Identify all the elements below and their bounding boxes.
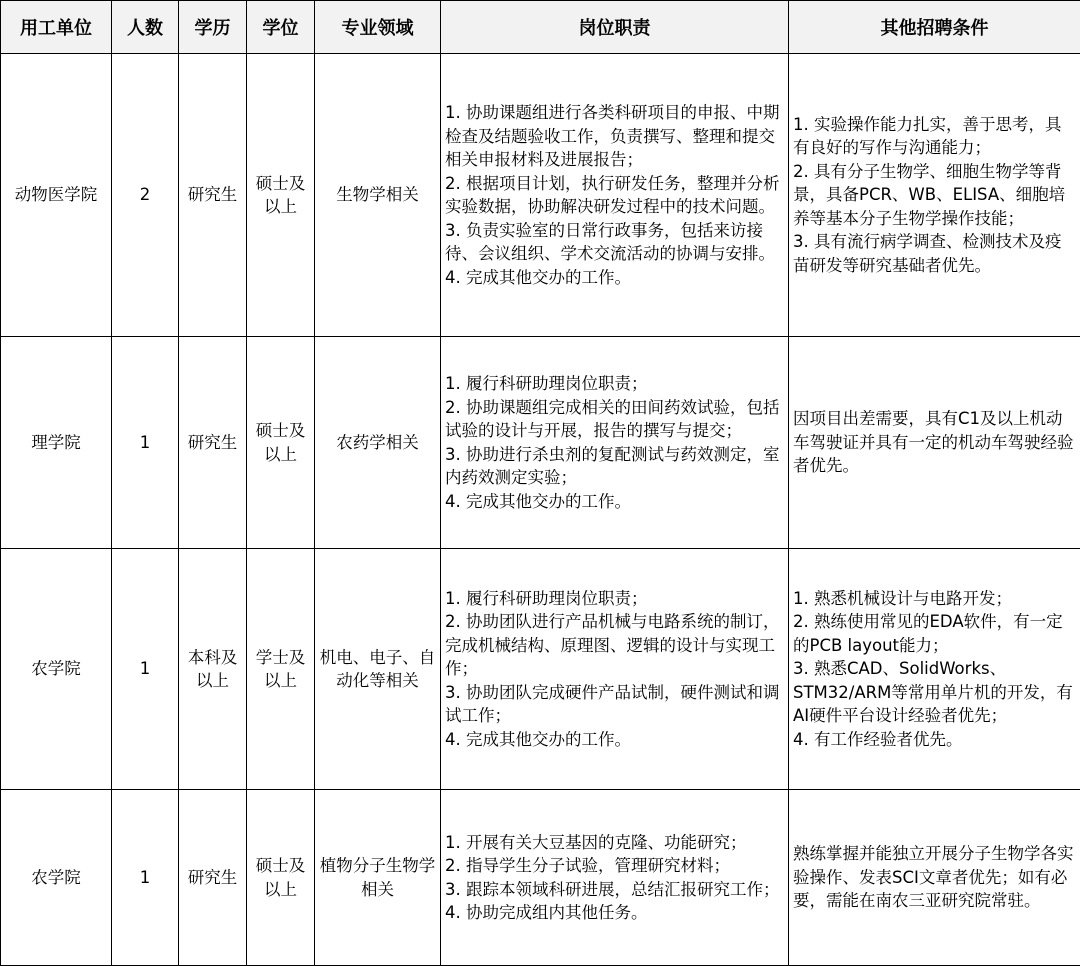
duties-cell (441, 790, 789, 966)
count-cell: 1 (112, 337, 179, 549)
field-cell: 机电、电子、自动化等相关 (315, 549, 441, 790)
header-field: 专业领域 (315, 1, 441, 54)
table-row (1, 549, 1080, 790)
duties-cell (441, 54, 789, 337)
table-row (1, 54, 1080, 337)
conditions-cell (789, 54, 1080, 337)
duty-item: 1. 履行科研助理岗位职责； (445, 588, 648, 608)
education-cell: 研究生 (179, 54, 247, 337)
duty-item: 4. 完成其他交办的工作。 (445, 491, 631, 511)
education-cell: 研究生 (179, 790, 247, 966)
duties-cell (441, 549, 789, 790)
field-cell: 生物学相关 (315, 54, 441, 337)
condition-item: 3. 具有流行病学调查、检测技术及疫苗研发等研究基础者优先。 (793, 232, 1062, 275)
duty-item: 4. 完成其他交办的工作。 (445, 267, 631, 287)
count-cell: 2 (112, 54, 179, 337)
unit-cell: 理学院 (1, 337, 112, 549)
condition-item: 3. 熟悉CAD、SolidWorks、STM32/ARM等常用单片机的开发，有AI硬件平台设计经验者优先； (793, 659, 1073, 726)
table-row (1, 337, 1080, 549)
header-count: 人数 (112, 1, 179, 54)
header-education: 学历 (179, 1, 247, 54)
unit-cell: 农学院 (1, 549, 112, 790)
conditions-cell (789, 549, 1080, 790)
duty-item: 1. 开展有关大豆基因的克隆、功能研究； (445, 832, 747, 852)
duty-item: 4. 协助完成组内其他任务。 (445, 903, 648, 922)
field-cell: 植物分子生物学相关 (315, 790, 441, 966)
conditions-cell (789, 790, 1080, 966)
field-cell: 农药学相关 (315, 337, 441, 549)
duty-item: 3. 负责实验室的日常行政事务，包括来访接待、会议组织、学术交流活动的协调与安排。 (445, 220, 775, 263)
duty-item: 2. 指导学生分子试验，管理研究材料； (445, 856, 730, 875)
condition-item: 因项目出差需要，具有C1及以上机动车驾驶证并具有一定的机动车驾驶经验者优先。 (793, 409, 1074, 476)
condition-item: 4. 有工作经验者优先。 (793, 729, 963, 749)
duty-item: 2. 协助课题组完成相关的田间药效试验，包括试验的设计与开展，报告的撰写与提交； (445, 397, 780, 440)
duty-item: 2. 根据项目计划，执行研发任务，整理并分析实验数据，协助解决研发过程中的技术问题。 (445, 173, 780, 216)
degree-cell: 硕士及以上 (247, 790, 315, 966)
conditions-cell (789, 337, 1080, 549)
count-cell: 1 (112, 549, 179, 790)
duty-item: 3. 协助进行杀虫剂的复配测试与药效测定，室内药效测定实验； (445, 444, 780, 487)
duty-item: 1. 协助课题组进行各类科研项目的申报、中期检查及结题验收工作，负责撰写、整理和提交相关申报材料及进展报告； (445, 103, 780, 169)
condition-item: 2. 具有分子生物学、细胞生物学等背景，具备PCR、WB、ELISA、细胞培养等基本分子生物学操作技能； (793, 161, 1066, 228)
header-degree: 学位 (247, 1, 315, 54)
condition-item: 2. 熟练使用常见的EDA软件，有一定的PCB layout能力； (793, 612, 1063, 655)
header-duties: 岗位职责 (441, 1, 789, 54)
duty-item: 3. 协助团队完成硬件产品试制，硬件测试和调试工作； (445, 682, 780, 726)
degree-cell: 硕士及以上 (247, 337, 315, 549)
duties-cell (441, 337, 789, 549)
unit-cell: 农学院 (1, 790, 112, 966)
condition-item: 1. 熟悉机械设计与电路开发； (793, 588, 1012, 608)
education-cell: 本科及以上 (179, 549, 247, 790)
duty-item: 3. 跟踪本领域科研进展，总结汇报研究工作； (445, 879, 780, 899)
header-row (1, 1, 1080, 54)
count-cell: 1 (112, 790, 179, 966)
duty-item: 4. 完成其他交办的工作。 (445, 729, 631, 749)
condition-item: 1. 实验操作能力扎实，善于思考，具有良好的写作与沟通能力； (793, 114, 1062, 158)
header-conditions: 其他招聘条件 (789, 1, 1080, 54)
degree-cell: 学士及以上 (247, 549, 315, 790)
unit-cell: 动物医学院 (1, 54, 112, 337)
header-unit: 用工单位 (1, 1, 112, 54)
condition-item: 熟练掌握并能独立开展分子生物学各实验操作、发表SCI文章者优先；如有必要，需能在南农三亚研究院常驻。 (793, 844, 1074, 911)
duty-item: 2. 协助团队进行产品机械与电路系统的制订，完成机械结构、原理图、逻辑的设计与实现工作； (445, 612, 780, 679)
degree-cell: 硕士及以上 (247, 54, 315, 337)
duty-item: 1. 履行科研助理岗位职责； (445, 374, 648, 393)
table-row (1, 790, 1080, 966)
education-cell: 研究生 (179, 337, 247, 549)
